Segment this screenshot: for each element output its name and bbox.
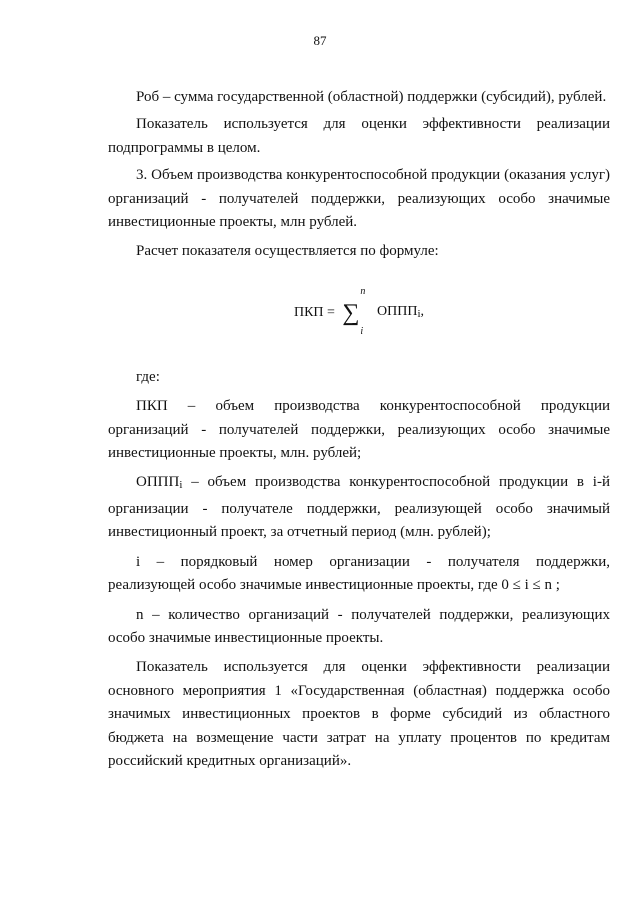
sum-upper-limit: n	[360, 285, 366, 297]
formula-term	[377, 304, 424, 319]
formula	[108, 285, 610, 337]
formula-term-subscript: i	[417, 307, 421, 320]
definition-oppp-subscript: i	[179, 479, 183, 492]
paragraph-formula-intro: Расчет показателя осуществляется по формуле:	[136, 243, 439, 260]
paragraph-indicator-usage-main-activity: Показатель используется для оценки эффективности реализации основного мероприятия 1 «Государственная (областная) поддержка особо значимых инвестиционных проектов в форме субсидий из областного бюджета на возмещение части затрат на уплату процентов по кредитам российский кредитных организаций».	[108, 659, 610, 769]
page-number: 87	[313, 33, 327, 48]
paragraph-indicator-usage-subprogram: Показатель используется для оценки эффективности реализации подпрограммы в целом.	[108, 116, 610, 156]
document-body	[108, 86, 610, 773]
definition-oppp-text: – объем производства конкурентоспособной продукции в i-й организации - получателе поддержки, реализующей особо значимый инвестиционный проект, за отчетный период (млн. рублей);	[108, 474, 610, 541]
formula-term-name: ОППП	[377, 303, 418, 319]
definition-n: n – количество организаций - получателей поддержки, реализующих особо значимые инвестиционные проекты.	[108, 606, 610, 646]
definition-oppp-term: ОППП	[136, 474, 180, 491]
summation-symbol	[342, 285, 366, 337]
sum-lower-index: i	[360, 325, 364, 337]
sum-sign: ∑	[342, 299, 360, 326]
paragraph-indicator-3-title: 3. Объем производства конкурентоспособной продукции (оказания услуг) организаций - получателей поддержки, реализующих особо значимые инвестиционные проекты, млн рублей.	[108, 167, 610, 231]
definition-oppp	[108, 471, 610, 544]
definition-i: i – порядковый номер организации - получателя поддержки, реализующей особо значимые инвестиционные проекты, где 0 ≤ i ≤ n ;	[108, 553, 610, 594]
definition-pkp: ПКП – объем производства конкурентоспособной продукции организаций - получателей поддержки, реализующих особо значимые инвестиционные проекты, млн. рублей;	[108, 398, 610, 462]
formula-lhs: ПКП =	[293, 304, 335, 320]
formula-term-suffix: ,	[420, 303, 425, 319]
where-label: где:	[136, 368, 160, 385]
paragraph-rob-definition: Роб – сумма государственной (областной) поддержки (субсидий), рублей.	[136, 89, 607, 105]
